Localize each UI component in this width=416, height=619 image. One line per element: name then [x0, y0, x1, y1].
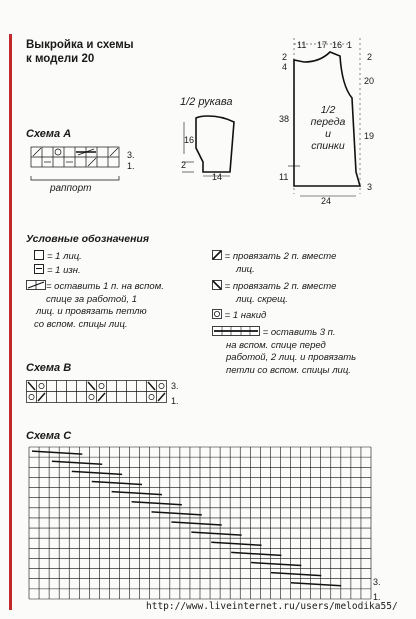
circle-square-icon	[212, 309, 222, 319]
body-top-dim-4: 1	[347, 40, 353, 50]
scheme-a-repeat-label: раппорт	[50, 183, 92, 194]
legend-item-cable-left: = оставить 1 п. на вспом. спице за работой, 1 лиц. и провязать петлю со вспом. спицы лиц.	[26, 280, 206, 331]
cable-right-icon	[212, 326, 260, 336]
scheme-b-row-1: 1.	[171, 396, 179, 406]
scheme-c-title: Схема С	[26, 430, 72, 442]
body-left-dim-2: 2	[282, 52, 288, 62]
grid-line	[291, 583, 341, 586]
scheme-b-title: Схема В	[26, 362, 72, 374]
sleeve-dim-2: 2	[181, 160, 187, 170]
page-title: Выкройка и схемы к модели 20	[26, 39, 134, 65]
body-right-dim-3: 3	[367, 182, 373, 192]
grid-line	[191, 532, 241, 535]
grid-line	[171, 522, 221, 525]
scheme-b-row-3: 3.	[171, 381, 179, 391]
scheme-b-grid	[26, 380, 168, 406]
body-right-dim-20: 20	[364, 76, 375, 86]
sleeve-dim-14: 14	[212, 172, 223, 182]
sleeve-dim-16: 16	[184, 135, 195, 145]
legend-item-purl: = 1 изн.	[34, 264, 81, 278]
body-right-dim-2: 2	[367, 52, 373, 62]
scheme-c-row-1: 1.	[373, 592, 381, 602]
grid-line	[251, 563, 301, 566]
legend-item-k2tog: = провязать 2 п. вместе лиц.	[212, 250, 412, 276]
scheme-a-row-1: 1.	[127, 161, 135, 171]
sleeve-label: 1/2 рукава	[180, 96, 233, 108]
legend-item-knit: = 1 лиц.	[34, 250, 82, 264]
slash-square-icon	[212, 250, 222, 260]
body-left-dim-4: 4	[282, 62, 288, 72]
body-top-dim-2: 17	[317, 40, 328, 50]
body-top-dim-3: 16	[332, 40, 343, 50]
legend-item-k2tog-tbl: = провязать 2 п. вместе лиц. скрещ.	[212, 280, 412, 306]
empty-square-icon	[34, 250, 44, 260]
grid-line	[32, 451, 82, 454]
body-left-dim-38: 38	[279, 114, 290, 124]
grid-line	[271, 573, 321, 576]
grid-line	[211, 542, 261, 545]
legend-item-yarn-over: = 1 накид	[212, 309, 266, 323]
legend-item-cable-right: = оставить 3 п. на вспом. спице перед работой, 2 лиц. и провязать петли со вспом. спицы лиц.	[212, 326, 412, 377]
grid-line	[151, 512, 201, 515]
dash-square-icon	[34, 264, 44, 274]
grid-line	[231, 552, 281, 555]
scheme-c-grid	[28, 446, 372, 600]
cable-left-icon	[26, 280, 46, 290]
body-right-dim-19: 19	[364, 131, 375, 141]
scheme-c-row-3: 3.	[373, 577, 381, 587]
body-left-dim-11: 11	[279, 172, 289, 182]
body-pattern-label: 1/2 переда и спинки	[310, 104, 346, 152]
scheme-a-row-3: 3.	[127, 150, 135, 160]
body-bottom-dim-24: 24	[321, 196, 332, 206]
body-top-dim-1: 11	[297, 40, 307, 50]
watermark-url: http://www.liveinternet.ru/users/melodika55/	[146, 601, 398, 612]
scheme-a-title: Схема А	[26, 128, 72, 140]
grid-line	[112, 492, 162, 495]
grid-line	[132, 502, 182, 505]
backslash-square-icon	[212, 280, 222, 290]
legend-title: Условные обозначения	[26, 233, 150, 245]
accent-bar	[9, 34, 12, 610]
